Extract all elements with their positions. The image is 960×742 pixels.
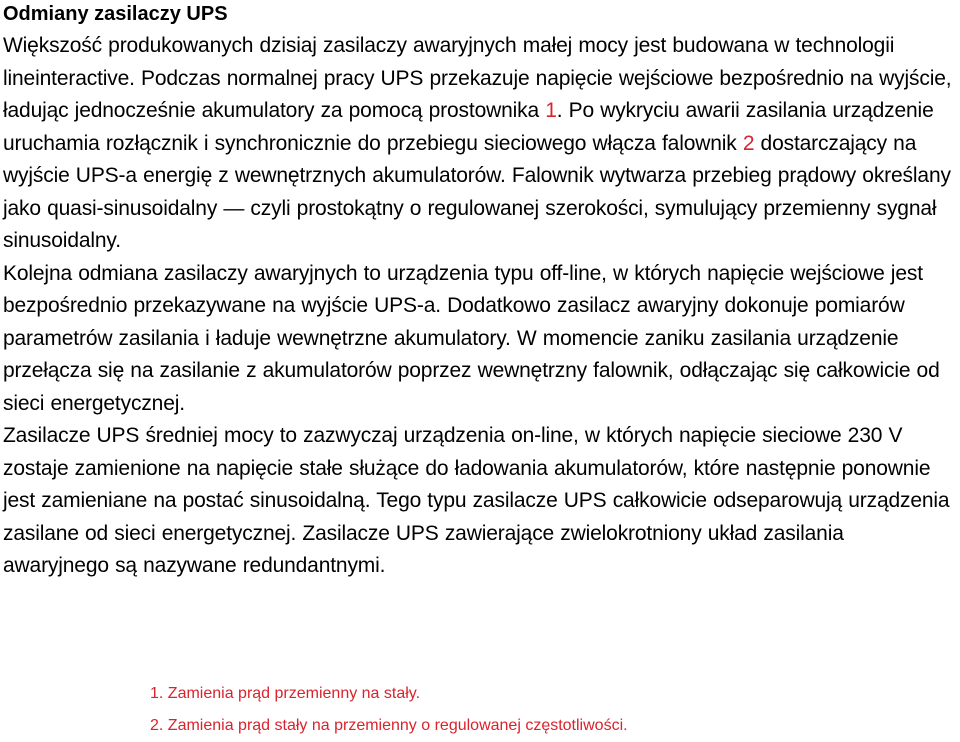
paragraph-1-text-a: Większość produkowanych dzisiaj zasilaczy awaryjnych małej mocy jest budowana w technologii lineinteractive. Podczas normalnej pracy UPS przekazuje napięcie wejściowe bezpośrednio na wyjście, ładując jednocześnie akumulatory za pomocą prostownika [3, 34, 952, 122]
footnotes-list [150, 678, 628, 742]
paragraph-1-text-b: . Po wykryciu awarii zasilania urządzenie uruchamia rozłącznik i synchronicznie do przebiegu sieciowego włącza falownik [3, 99, 934, 155]
footnote-1: 1. Zamienia prąd przemienny na stały. [150, 685, 421, 702]
paragraph-line-interactive [3, 30, 955, 258]
paragraph-1-text-c: dostarczający na wyjście UPS-a energię z wewnętrznych akumulatorów. Falownik wytwarza przebieg prądowy określany jako quasi-sinusoidalny — czyli prostokątny o regulowanej szerokości, symulujący przemienny sygnał sinusoidalny. [3, 131, 951, 252]
document [3, 0, 955, 583]
paragraph-on-line: Zasilacze UPS średniej mocy to zazwyczaj urządzenia on-line, w których napięcie sieciowe 230 V zostaje zamienione na napięcie stałe służące do ładowania akumulatorów, które następnie ponownie jest zamieniane na postać sinusoidalną. Tego typu zasilacze UPS całkowicie odseparowują urządzenia zasilane od sieci energetycznej. Zasilacze UPS zawierające zwielokrotniony układ zasilania awaryjnego są nazywane redundantnymi. [3, 424, 950, 577]
paragraph-off-line: Kolejna odmiana zasilaczy awaryjnych to urządzenia typu off-line, w których napięcie wejściowe jest bezpośrednio przekazywane na wyjście UPS-a. Dodatkowo zasilacz awaryjny dokonuje pomiarów parametrów zasilania i ładuje wewnętrzne akumulatory. W momencie zaniku zasilania urządzenie przełącza się na zasilanie z akumulatorów poprzez wewnętrzny falownik, odłączając się całkowicie od sieci energetycznej. [3, 261, 940, 415]
document-title: Odmiany zasilaczy UPS [3, 3, 228, 25]
reference-marker-1: 1 [545, 99, 557, 122]
footnote-2: 2. Zamienia prąd stały na przemienny o regulowanej częstotliwości. [150, 717, 628, 734]
reference-marker-2: 2 [742, 131, 755, 155]
